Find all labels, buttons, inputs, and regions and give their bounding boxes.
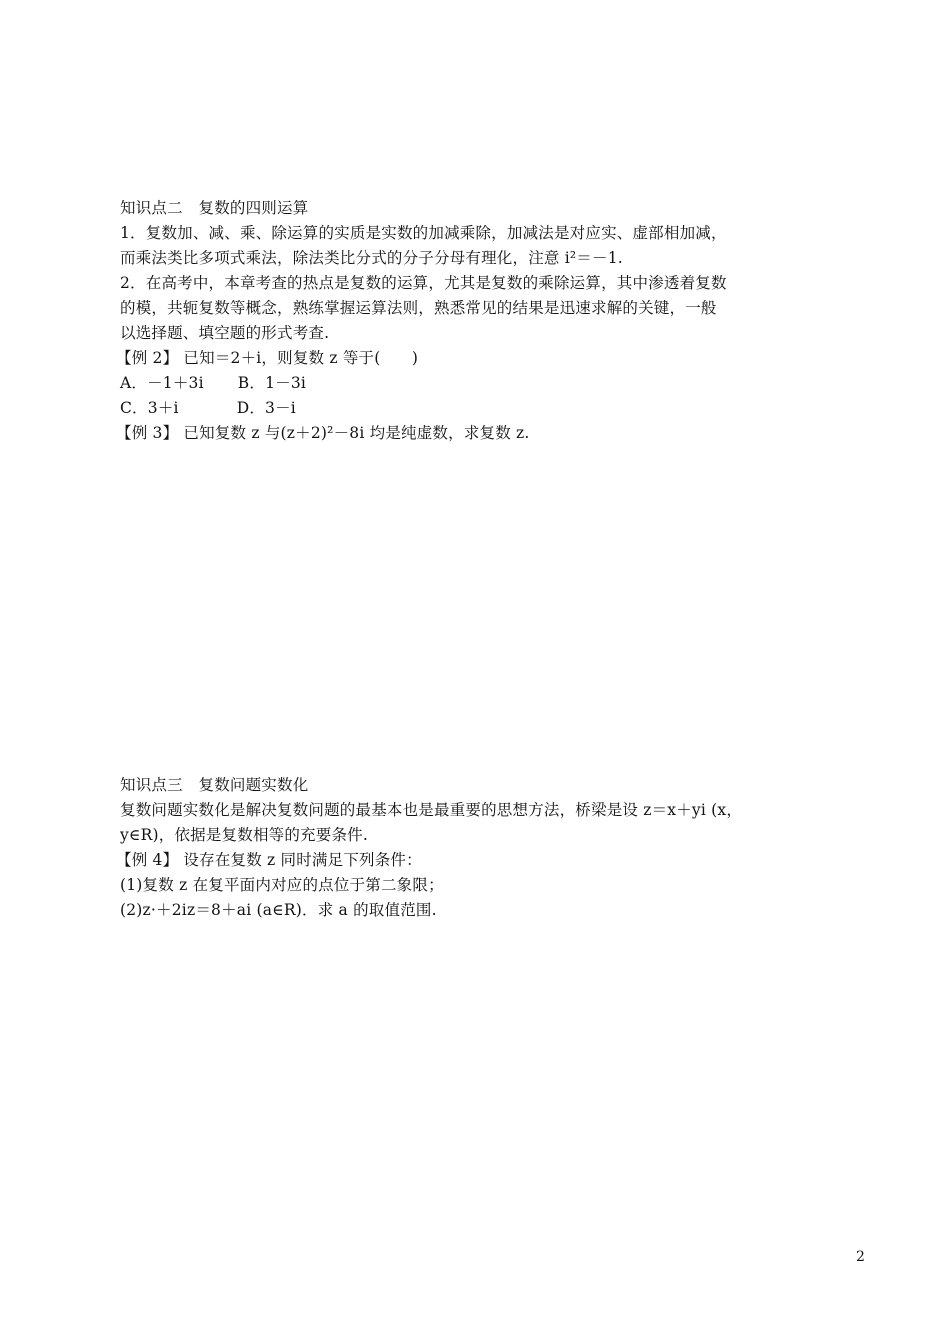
section-2-title: 知识点二 复数的四则运算: [120, 199, 309, 217]
section-3-paragraph-line-2: y∈R)，依据是复数相等的充要条件.: [120, 826, 368, 844]
example-3-stem: 【例 3】 已知复数 z 与(z＋2)²－8i 均是纯虚数，求复数 z.: [116, 424, 530, 442]
example-2-stem: 【例 2】 已知＝2＋i，则复数 z 等于( ): [116, 349, 419, 367]
example-2-options-row-1: [120, 373, 306, 393]
section-2-paragraph-2-line-3: 以选择题、填空题的形式考查.: [120, 324, 330, 342]
option-a: A．－1＋3i: [120, 374, 204, 392]
section-2-paragraph-1-line-1: 1．复数加、减、乘、除运算的实质是实数的加减乘除，加减法是对应实、虚部相加减，: [120, 224, 727, 242]
section-2-paragraph-2-line-1: 2．在高考中，本章考查的热点是复数的运算，尤其是复数的乘除运算，其中渗透着复数: [120, 274, 727, 292]
option-b: B．1－3i: [237, 374, 307, 392]
section-2-paragraph-1-line-2: 而乘法类比多项式乘法，除法类比分式的分子分母有理化，注意 i²＝－1.: [120, 249, 623, 267]
example-4-condition-1: (1)复数 z 在复平面内对应的点位于第二象限；: [120, 876, 444, 894]
option-d: D．3－i: [236, 399, 296, 417]
section-3-paragraph-line-1: 复数问题实数化是解决复数问题的最基本也是最重要的思想方法，桥梁是设 z＝x＋yi (x，: [120, 801, 743, 819]
example-2-options-row-2: [120, 398, 296, 418]
page-number: 2: [856, 1249, 865, 1265]
example-4-condition-2: (2)z·＋2iz＝8＋ai (a∈R)．求 a 的取值范围.: [120, 901, 437, 919]
example-4-stem: 【例 4】 设存在复数 z 同时满足下列条件：: [116, 851, 422, 869]
section-2-paragraph-2-line-2: 的模，共轭复数等概念，熟练掌握运算法则，熟悉常见的结果是迅速求解的关键，一般: [120, 299, 717, 317]
option-c: C．3＋i: [120, 399, 179, 417]
section-3-title: 知识点三 复数问题实数化: [120, 776, 309, 794]
